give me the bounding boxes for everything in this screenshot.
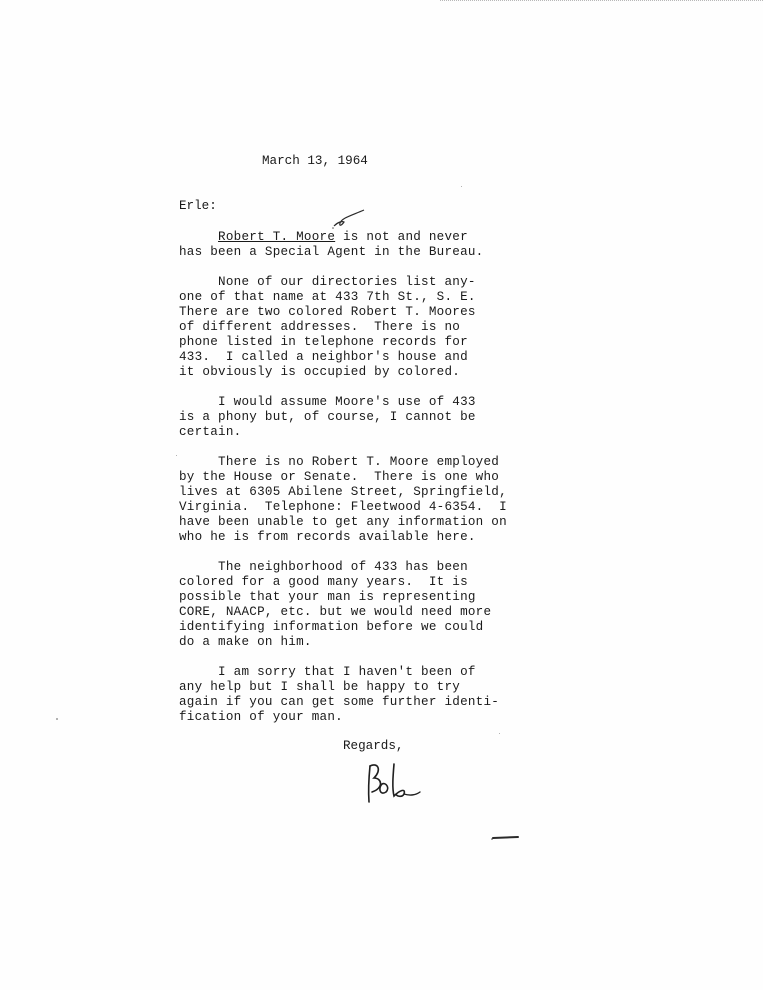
paragraph-4-line: There is no Robert T. Moore employed	[179, 455, 500, 469]
paragraph-5-line: identifying information before we could	[179, 620, 484, 634]
paragraph-2-line: 433. I called a neighbor's house and	[179, 350, 468, 364]
paragraph-4-line: by the House or Senate. There is one who	[179, 470, 500, 484]
paragraph-4-line: lives at 6305 Abilene Street, Springfield,	[179, 485, 507, 499]
paragraph-2-line: it obviously is occupied by colored.	[179, 365, 461, 379]
paragraph-3-line: I would assume Moore's use of 433	[179, 395, 476, 409]
paragraph-2-line: one of that name at 433 7th St., S. E.	[179, 290, 476, 304]
paragraph-2-line: There are two colored Robert T. Moores	[179, 305, 476, 319]
pen-check-mark	[330, 208, 366, 232]
paragraph-4-line: who he is from records available here.	[179, 530, 476, 544]
scan-speck	[56, 718, 58, 720]
paragraph-5-line: The neighborhood of 433 has been	[179, 560, 468, 574]
scan-speck	[461, 186, 462, 187]
scan-speck	[499, 733, 500, 734]
closing: Regards,	[343, 739, 404, 753]
paragraph-5-line: do a make on him.	[179, 635, 312, 649]
paragraph-3-line: is a phony but, of course, I cannot be	[179, 410, 476, 424]
scan-speck	[176, 455, 177, 456]
paragraph-6-line: any help but I shall be happy to try	[179, 680, 461, 694]
paragraph-2-line: None of our directories list any-	[179, 275, 476, 289]
paragraph-1-line-2: has been a Special Agent in the Bureau.	[179, 245, 484, 259]
paragraph-1-line-1: Robert T. Moore is not and never	[218, 230, 468, 244]
paragraph-5-line: possible that your man is representing	[179, 590, 476, 604]
letter-date: March 13, 1964	[262, 154, 368, 168]
paragraph-3-line: certain.	[179, 425, 242, 439]
paragraph-4-line: have been unable to get any information on	[179, 515, 507, 529]
paragraph-2-line: of different addresses. There is no	[179, 320, 461, 334]
paragraph-2-line: phone listed in telephone records for	[179, 335, 468, 349]
paragraph-5-line: CORE, NAACP, etc. but we would need more	[179, 605, 492, 619]
handwritten-signature	[360, 758, 430, 810]
stray-ink-mark	[490, 832, 522, 842]
paragraph-4-line: Virginia. Telephone: Fleetwood 4-6354. I	[179, 500, 507, 514]
paragraph-6-line: fication of your man.	[179, 710, 343, 724]
paragraph-5-line: colored for a good many years. It is	[179, 575, 468, 589]
subject-name: Robert T. Moore	[218, 230, 336, 244]
paragraph-6-line: I am sorry that I haven't been of	[179, 665, 476, 679]
top-edge-dotted-line	[440, 0, 763, 1]
paragraph-6-line: again if you can get some further identi-	[179, 695, 500, 709]
salutation: Erle:	[179, 199, 217, 213]
